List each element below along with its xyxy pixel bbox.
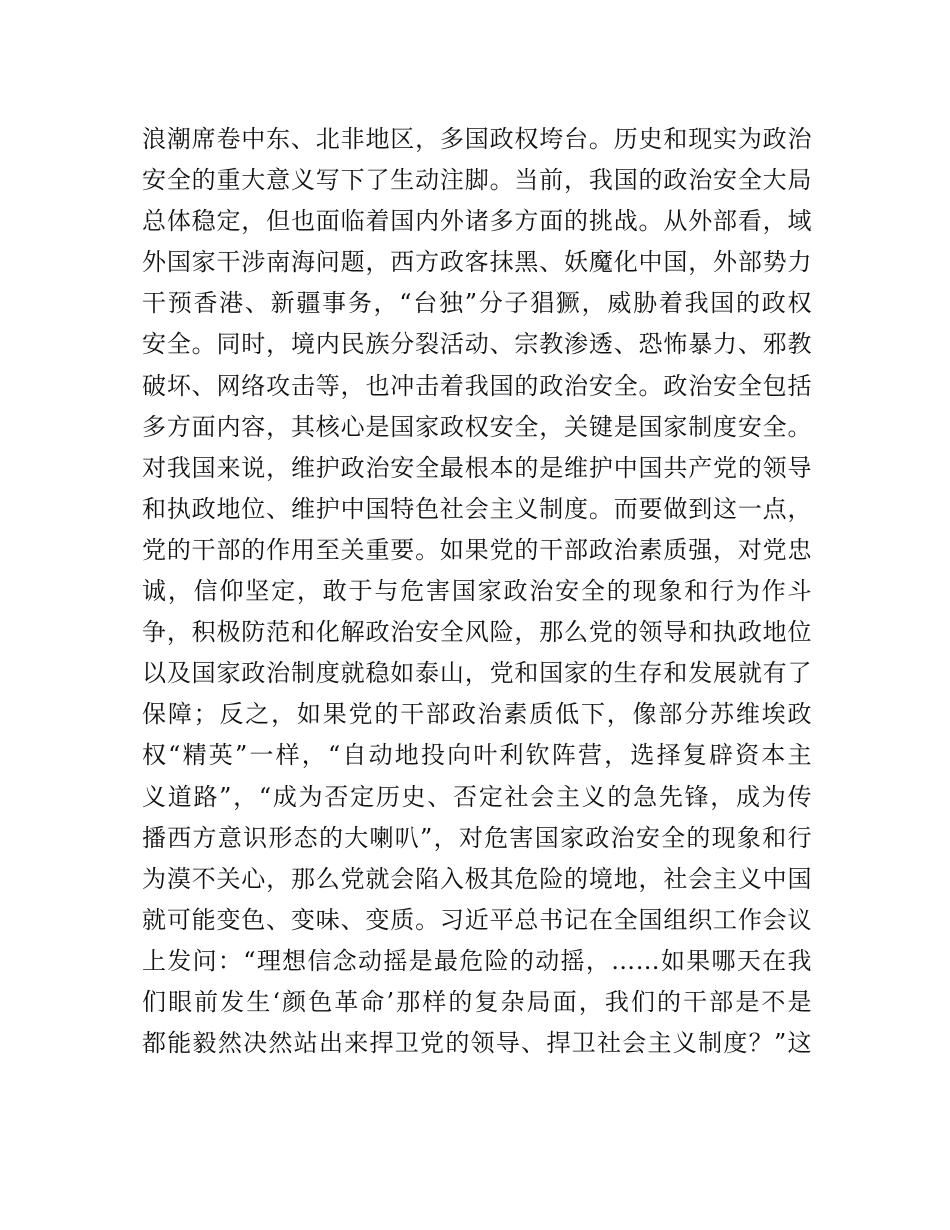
- text-line-18: 播西方意识形态的大喇叭”，对危害国家政治安全的现象和行: [142, 823, 812, 852]
- text-line-7: 破坏、网络攻击等，也冲击着我国的政治安全。政治安全包括: [142, 371, 812, 400]
- text-line-17: 义道路”，“成为否定历史、否定社会主义的急先锋，成为传: [142, 782, 812, 811]
- text-line-14: 以及国家政治制度就稳如泰山，党和国家的生存和发展就有了: [142, 659, 812, 688]
- text-line-4: 外国家干涉南海问题，西方政客抹黑、妖魔化中国，外部势力: [142, 248, 812, 277]
- text-line-16: 权“精英”一样，“自动地投向叶利钦阵营，选择复辟资本主: [142, 741, 812, 770]
- text-line-21: 上发问：“理想信念动摇是最危险的动摇，……如果哪天在我: [142, 946, 812, 975]
- text-line-19: 为漠不关心，那么党就会陷入极其危险的境地，社会主义中国: [142, 864, 812, 893]
- text-line-1: 浪潮席卷中东、北非地区，多国政权垮台。历史和现实为政治: [142, 125, 812, 153]
- text-line-2: 安全的重大意义写下了生动注脚。当前，我国的政治安全大局: [142, 166, 812, 195]
- text-line-23: 都能毅然决然站出来捍卫党的领导、捍卫社会主义制度？”这: [142, 1029, 812, 1058]
- text-line-8: 多方面内容，其核心是国家政权安全，关键是国家制度安全。: [142, 412, 812, 441]
- body-paragraph: [142, 119, 812, 1064]
- text-line-11: 党的干部的作用至关重要。如果党的干部政治素质强，对党忠: [142, 535, 812, 564]
- text-line-13: 争，积极防范和化解政治安全风险，那么党的领导和执政地位: [142, 618, 812, 647]
- text-line-22: 们眼前发生‘颜色革命’那样的复杂局面，我们的干部是不是: [142, 987, 812, 1016]
- text-line-12: 诚，信仰坚定，敢于与危害国家政治安全的现象和行为作斗: [142, 577, 812, 606]
- text-line-6: 安全。同时，境内民族分裂活动、宗教渗透、恐怖暴力、邪教: [142, 330, 812, 359]
- text-line-10: 和执政地位、维护中国特色社会主义制度。而要做到这一点，: [142, 494, 812, 523]
- text-line-20: 就可能变色、变味、变质。习近平总书记在全国组织工作会议: [142, 905, 812, 934]
- text-line-15: 保障；反之，如果党的干部政治素质低下，像部分苏维埃政: [142, 700, 812, 729]
- text-line-5: 干预香港、新疆事务，“台独”分子猖獗，威胁着我国的政权: [142, 289, 812, 318]
- text-line-3: 总体稳定，但也面临着国内外诸多方面的挑战。从外部看，域: [142, 207, 812, 236]
- text-line-9: 对我国来说，维护政治安全最根本的是维护中国共产党的领导: [142, 453, 812, 482]
